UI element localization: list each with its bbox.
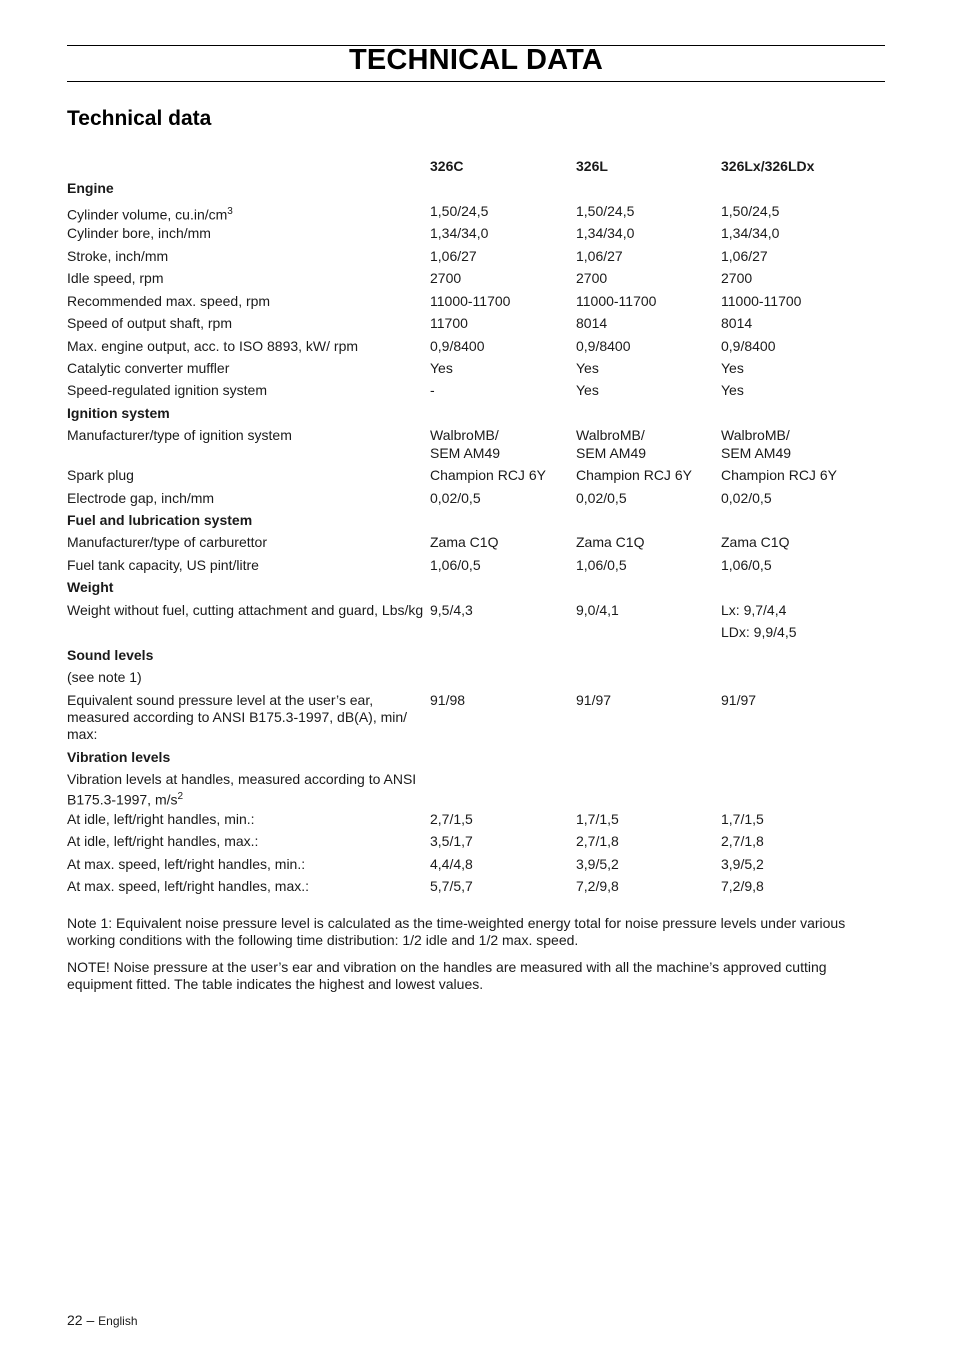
row-value: 0,02/0,5 (430, 490, 481, 506)
column-header-326l: 326L (576, 158, 608, 174)
row-label: Recommended max. speed, rpm (67, 293, 271, 309)
note-2: NOTE! Noise pressure at the user’s ear and vibration on the handles are measured with all the machine’s approved cutting equipment fitted. The table indicates the highest and lowest values. (67, 959, 827, 992)
row-label: At max. speed, left/right handles, min.: (67, 856, 306, 872)
row-label: Manufacturer/type of ignition system (67, 427, 292, 443)
row-value: Yes (576, 360, 599, 376)
row-value: 2700 (430, 270, 462, 286)
row-value: 3,5/1,7 (430, 833, 473, 849)
row-label: Max. engine output, acc. to ISO 8893, kW/ rpm (67, 338, 359, 354)
row-label: Equivalent sound pressure level at the user’s ear, (67, 692, 374, 708)
row-label: At idle, left/right handles, max.: (67, 833, 259, 849)
row-value: 1,06/0,5 (721, 557, 772, 573)
row-value: Yes (430, 360, 453, 376)
row-value: 0,02/0,5 (721, 490, 772, 506)
vibration-intro: Vibration levels at handles, measured according to ANSI (67, 771, 417, 787)
label-superscript: 3 (227, 206, 233, 217)
row-value: 11000-11700 (576, 293, 657, 309)
row-label: measured according to ANSI B175.3-1997, dB(A), min/ (67, 709, 408, 725)
row-value: WalbroMB/ (430, 427, 499, 443)
row-value: 1,50/24,5 (576, 203, 635, 219)
intro-text: B175.3-1997, m/s (67, 791, 178, 808)
row-value: 2,7/1,8 (721, 833, 764, 849)
row-value: 5,7/5,7 (430, 878, 473, 894)
row-value: 0,9/8400 (576, 338, 631, 354)
label-text: Cylinder volume, cu.in/cm (67, 206, 228, 223)
sound-heading: Sound levels (67, 647, 154, 663)
row-label: Speed-regulated ignition system (67, 382, 268, 398)
note-1: Note 1: Equivalent noise pressure level is calculated as the time-weighted energy total for noise pressure levels under various working conditions with the following time distribution: 1/2 idle and 1/2 max. speed. (67, 915, 846, 948)
row-value: Champion RCJ 6Y (430, 467, 546, 483)
row-label: Weight without fuel, cutting attachment and guard, Lbs/kg (67, 602, 424, 618)
row-value: 91/98 (430, 692, 466, 708)
row-value: 1,06/27 (430, 248, 477, 264)
row-value: 1,34/34,0 (430, 225, 489, 241)
row-value: LDx: 9,9/4,5 (721, 624, 797, 640)
row-label: Electrode gap, inch/mm (67, 490, 215, 506)
row-value: Zama C1Q (430, 534, 499, 550)
row-value: 9,5/4,3 (430, 602, 473, 618)
row-value: 11000-11700 (721, 293, 802, 309)
column-header-326lx: 326Lx/326LDx (721, 158, 815, 174)
row-value: Champion RCJ 6Y (576, 467, 692, 483)
row-value: 0,02/0,5 (576, 490, 627, 506)
ignition-heading: Ignition system (67, 405, 170, 421)
row-value: Zama C1Q (576, 534, 645, 550)
row-value: 91/97 (576, 692, 612, 708)
row-value: 1,50/24,5 (430, 203, 489, 219)
row-value: Lx: 9,7/4,4 (721, 602, 787, 618)
row-label: Fuel tank capacity, US pint/litre (67, 557, 259, 573)
row-value: 91/97 (721, 692, 757, 708)
row-value: 1,34/34,0 (721, 225, 780, 241)
footer-language: English (98, 1314, 138, 1328)
row-value: - (430, 382, 435, 398)
row-value: 4,4/4,8 (430, 856, 473, 872)
row-value: 8014 (576, 315, 608, 331)
row-value: 1,7/1,5 (721, 811, 764, 827)
row-value: 1,06/0,5 (576, 557, 627, 573)
section-title: Technical data (67, 107, 212, 130)
weight-heading: Weight (67, 579, 114, 595)
row-value: 7,2/9,8 (721, 878, 764, 894)
row-label: At max. speed, left/right handles, max.: (67, 878, 310, 894)
row-value: 8014 (721, 315, 753, 331)
row-value: 0,9/8400 (430, 338, 485, 354)
row-value: 3,9/5,2 (721, 856, 764, 872)
row-label (67, 203, 233, 224)
vibration-intro (67, 788, 183, 809)
row-label: At idle, left/right handles, min.: (67, 811, 255, 827)
row-value: 1,7/1,5 (576, 811, 619, 827)
vibration-heading: Vibration levels (67, 749, 171, 765)
fuel-heading: Fuel and lubrication system (67, 512, 253, 528)
row-label: Spark plug (67, 467, 134, 483)
row-value: 2,7/1,8 (576, 833, 619, 849)
header-bottom-rule (67, 81, 885, 82)
engine-heading: Engine (67, 180, 114, 196)
row-label: Cylinder bore, inch/mm (67, 225, 211, 241)
page-footer (67, 1312, 138, 1328)
column-header-326c: 326C (430, 158, 464, 174)
row-value: SEM AM49 (576, 445, 647, 461)
row-value: 11700 (430, 315, 468, 331)
row-value: WalbroMB/ (721, 427, 790, 443)
row-label: max: (67, 726, 98, 742)
row-value: Yes (721, 382, 744, 398)
row-value: Yes (576, 382, 599, 398)
row-label: Manufacturer/type of carburettor (67, 534, 267, 550)
row-value: WalbroMB/ (576, 427, 645, 443)
intro-superscript: 2 (177, 791, 184, 802)
row-value: 1,34/34,0 (576, 225, 635, 241)
row-value: Zama C1Q (721, 534, 790, 550)
row-value: SEM AM49 (721, 445, 792, 461)
row-label: Idle speed, rpm (67, 270, 164, 286)
page-number: 22 – (67, 1312, 95, 1328)
row-value: 1,06/27 (721, 248, 768, 264)
row-value: 1,06/27 (576, 248, 623, 264)
row-label: Stroke, inch/mm (67, 248, 169, 264)
row-value: Champion RCJ 6Y (721, 467, 837, 483)
row-value: 1,06/0,5 (430, 557, 481, 573)
page-title: TECHNICAL DATA (348, 44, 604, 76)
row-value: 9,0/4,1 (576, 602, 619, 618)
note-reference: (see note 1) (67, 669, 142, 685)
row-value: 2700 (721, 270, 753, 286)
row-value: 11000-11700 (430, 293, 511, 309)
row-label: Catalytic converter muffler (67, 360, 230, 376)
row-value: 7,2/9,8 (576, 878, 619, 894)
row-value: 3,9/5,2 (576, 856, 619, 872)
row-value: SEM AM49 (430, 445, 501, 461)
row-value: 2,7/1,5 (430, 811, 473, 827)
row-value: 1,50/24,5 (721, 203, 780, 219)
row-value: 2700 (576, 270, 608, 286)
row-value: 0,9/8400 (721, 338, 776, 354)
row-label: Speed of output shaft, rpm (67, 315, 232, 331)
row-value: Yes (721, 360, 744, 376)
